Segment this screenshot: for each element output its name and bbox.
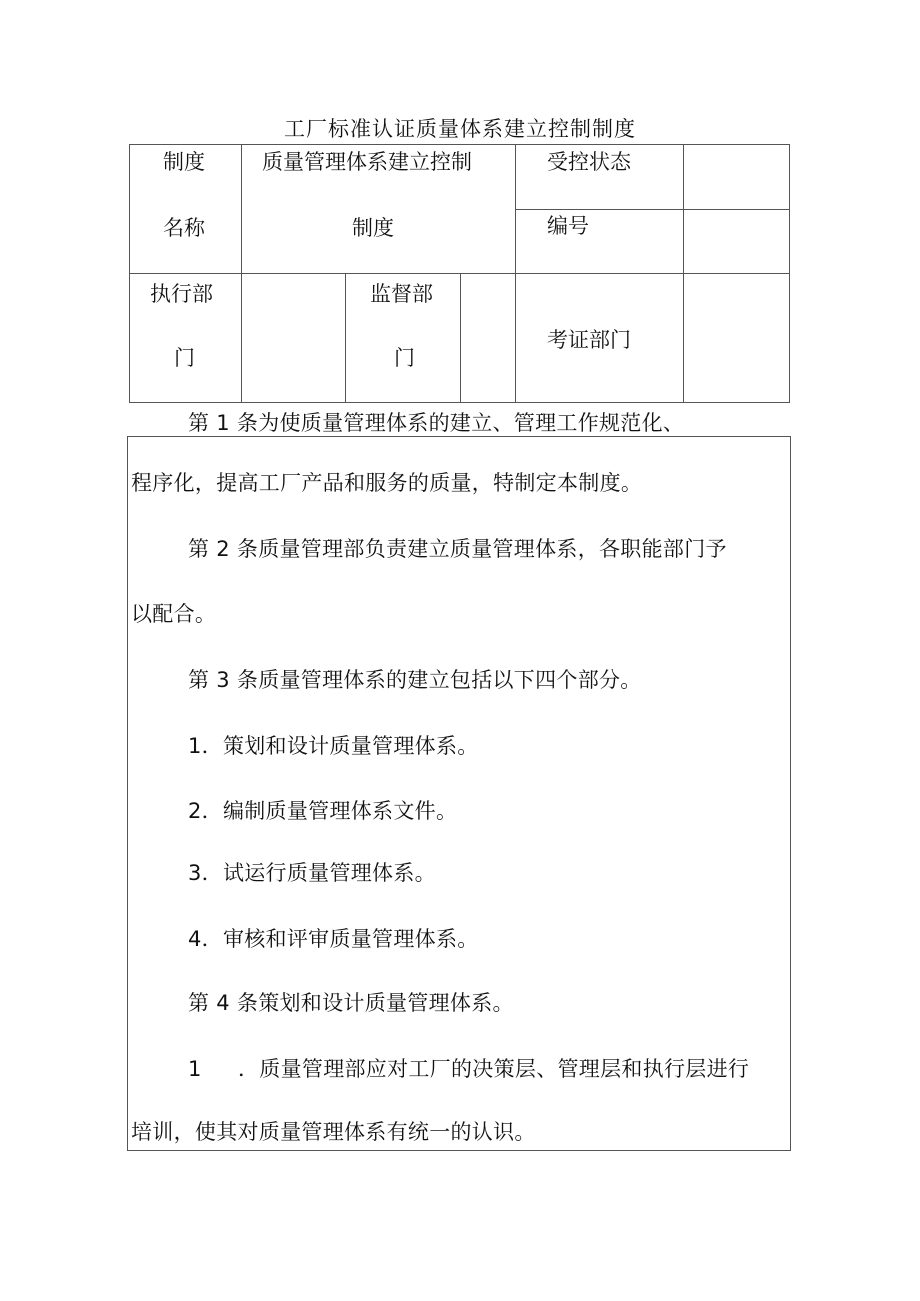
supervise-dept-label-1: 监督部 xyxy=(370,282,433,306)
table-col-1 xyxy=(241,144,242,403)
table-divider-status xyxy=(515,209,790,210)
article-1-line-1: 第 1 条为使质量管理体系的建立、管理工作规范化、 xyxy=(188,411,685,435)
exec-dept-label-1: 执行部 xyxy=(150,282,213,306)
table-col-3 xyxy=(460,273,461,403)
table-border-right xyxy=(789,144,790,403)
name-label-2: 名称 xyxy=(163,216,205,240)
document-title: 工厂标准认证质量体系建立控制制度 xyxy=(284,117,636,141)
article-3: 第 3 条质量管理体系的建立包括以下四个部分。 xyxy=(188,668,642,692)
name-value-1: 质量管理体系建立控制 xyxy=(262,150,472,174)
article-2-line-2: 以配合。 xyxy=(131,602,217,626)
article-4-item-1-line-2: 培训，使其对质量管理体系有统一的认识。 xyxy=(131,1120,536,1144)
audit-dept-label: 考证部门 xyxy=(547,328,631,352)
number-label: 编号 xyxy=(547,214,589,238)
article-4: 第 4 条策划和设计质量管理体系。 xyxy=(188,991,514,1015)
control-status-label: 受控状态 xyxy=(547,150,631,174)
table-col-5 xyxy=(683,144,684,403)
article-4-item-1-line-1: ．质量管理部应对工厂的决策层、管理层和执行层进行 xyxy=(238,1057,750,1081)
article-4-item-1-number: 1 xyxy=(188,1057,202,1081)
table-col-2 xyxy=(345,273,346,403)
article-3-item-2: 2．编制质量管理体系文件。 xyxy=(188,799,458,823)
exec-dept-label-2: 门 xyxy=(174,346,195,370)
supervise-dept-label-2: 门 xyxy=(394,346,415,370)
article-3-item-1: 1．策划和设计质量管理体系。 xyxy=(188,734,479,758)
table-col-4 xyxy=(515,144,516,403)
article-1-line-2: 程序化，提高工厂产品和服务的质量，特制定本制度。 xyxy=(131,471,643,495)
name-label-1: 制度 xyxy=(163,150,205,174)
article-3-item-3: 3．试运行质量管理体系。 xyxy=(188,861,436,885)
table-border-left xyxy=(129,144,130,403)
table-border-top xyxy=(129,144,790,145)
article-2-line-1: 第 2 条质量管理部负责建立质量管理体系，各职能部门予 xyxy=(188,537,727,561)
name-value-2: 制度 xyxy=(352,216,394,240)
article-3-item-4: 4．审核和评审质量管理体系。 xyxy=(188,927,479,951)
